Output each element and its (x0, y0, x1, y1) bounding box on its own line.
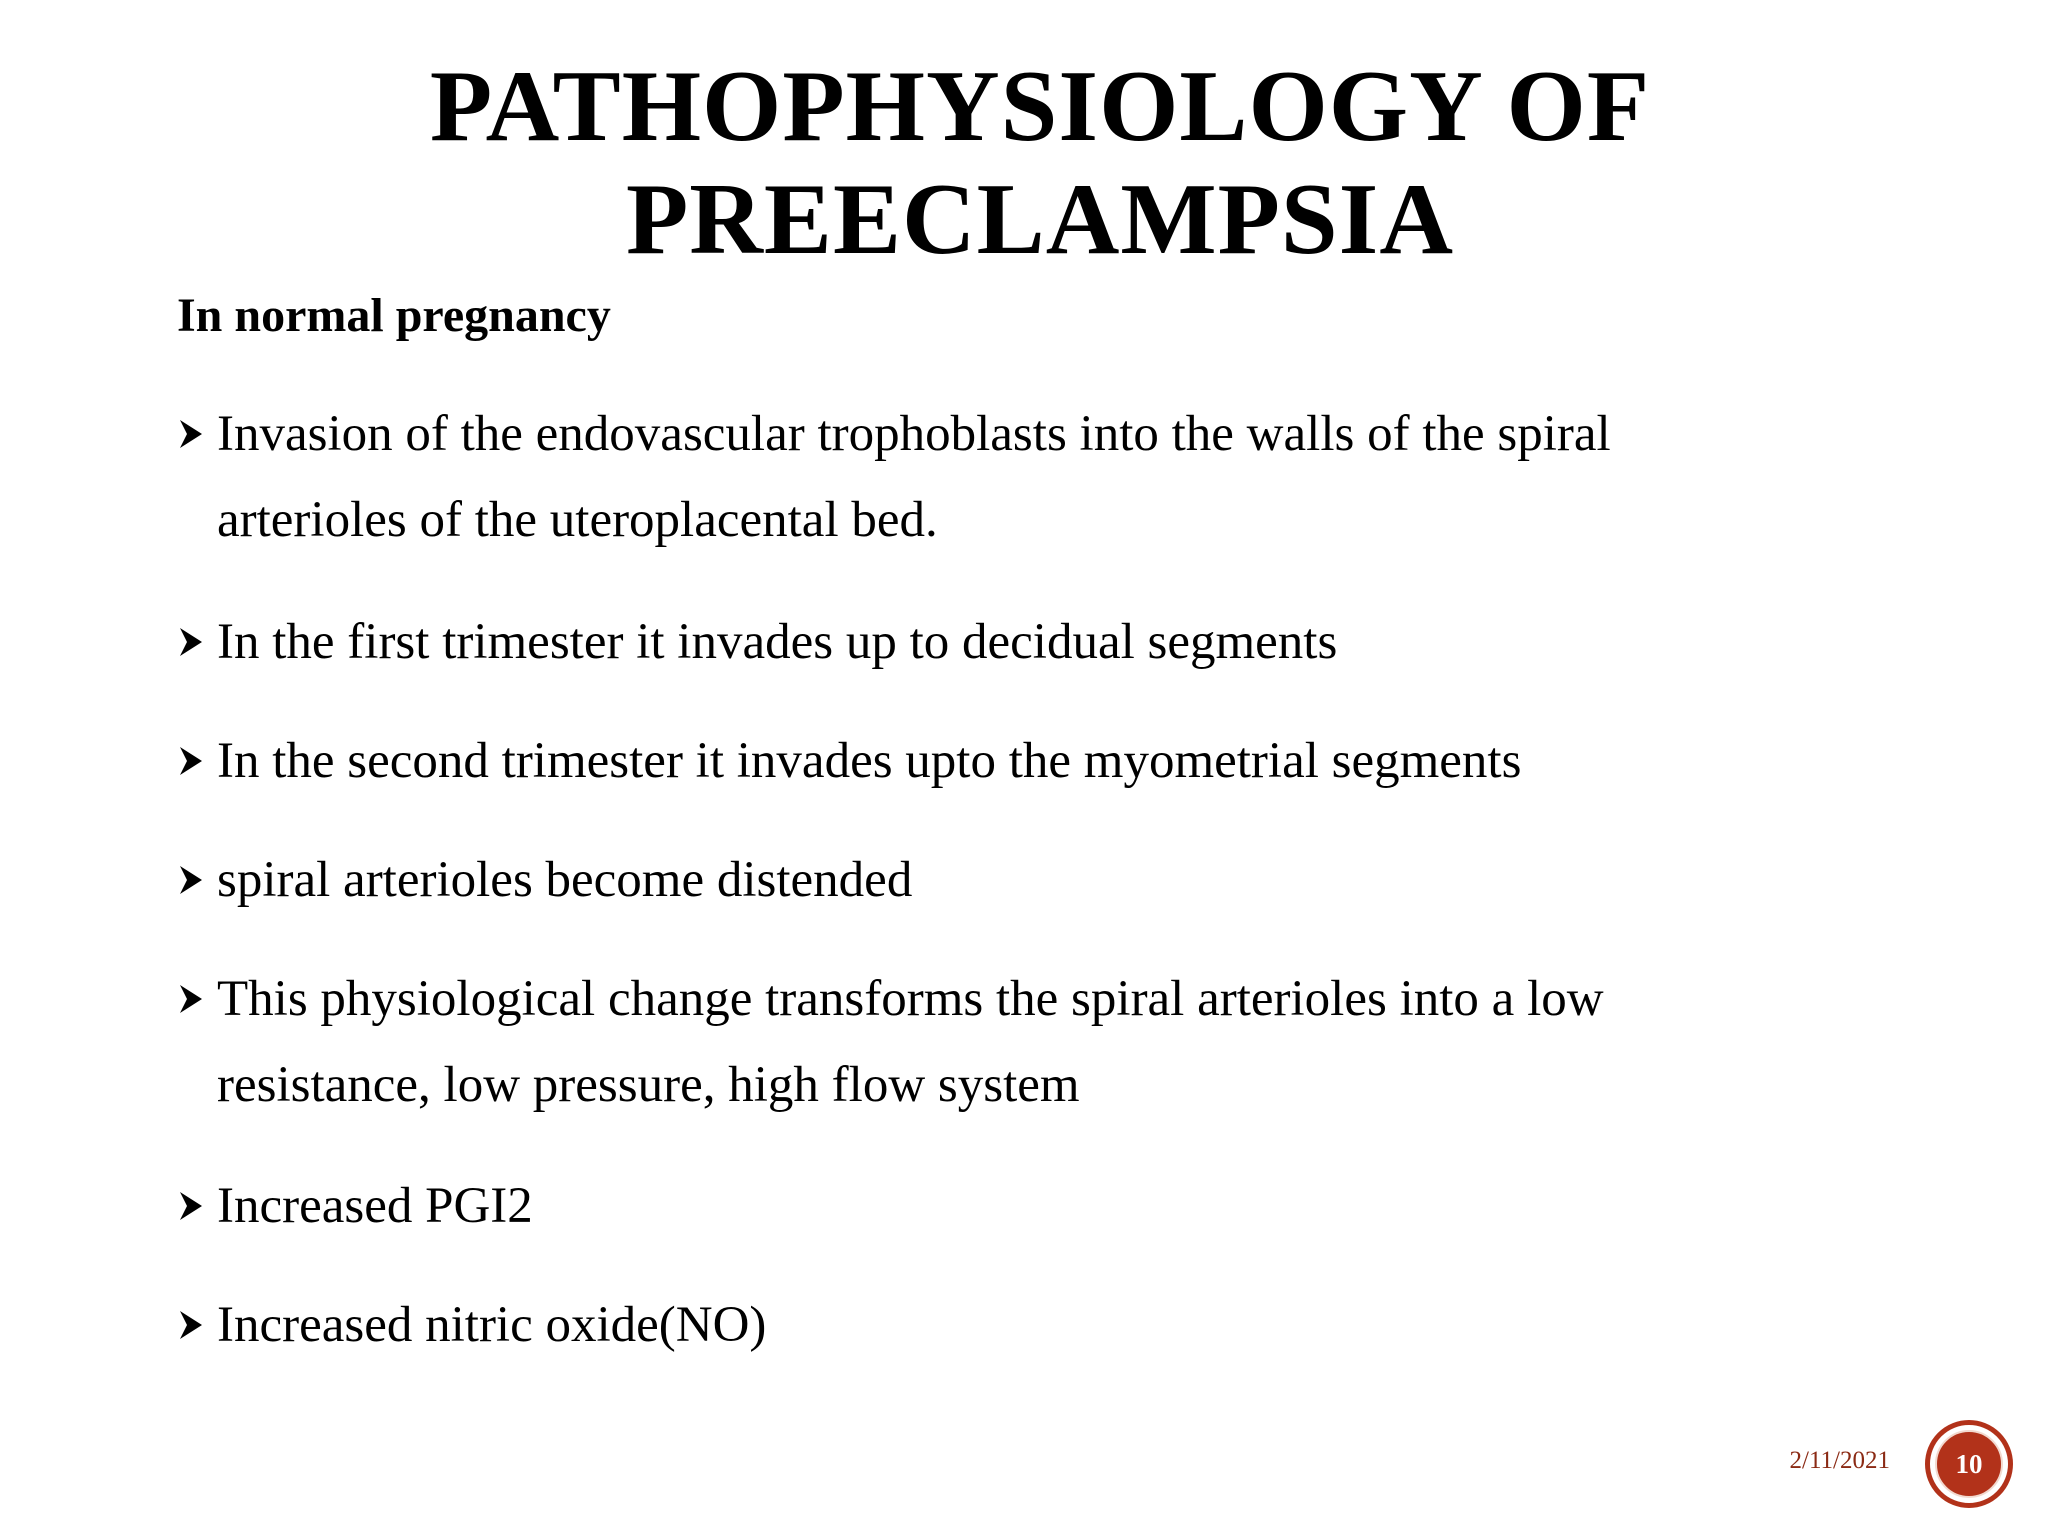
bullet-text: In the second trimester it invades upto the myometrial segments (217, 733, 1522, 789)
arrowhead-bullet-icon (177, 417, 205, 451)
arrowhead-bullet-icon (177, 982, 205, 1016)
slide-title-line-1: PATHOPHYSIOLOGY OF (429, 50, 1651, 163)
arrowhead-bullet-icon (177, 863, 205, 897)
bullet-text: Increased nitric oxide(NO) (217, 1297, 767, 1353)
bullet-item (177, 956, 1737, 1128)
subheading: In normal pregnancy (177, 289, 611, 342)
arrowhead-bullet-icon (177, 625, 205, 659)
arrowhead-bullet-icon (177, 744, 205, 778)
page-number-badge (1925, 1420, 2013, 1508)
bullet-item (177, 391, 1737, 563)
bullet-text: In the first trimester it invades up to decidual segments (217, 614, 1338, 670)
slide-title (0, 50, 2048, 276)
footer-date: 2/11/2021 (1789, 1447, 1890, 1474)
arrowhead-bullet-icon (177, 1308, 205, 1342)
bullet-item (177, 837, 1737, 923)
bullet-item (177, 1163, 1737, 1249)
bullet-text: Increased PGI2 (217, 1178, 533, 1234)
bullet-item (177, 1282, 1737, 1368)
bullet-item (177, 718, 1737, 804)
slide-title-line-2: PREECLAMPSIA (625, 163, 1455, 276)
bullet-text: spiral arterioles become distended (217, 852, 913, 908)
bullet-text: Invasion of the endovascular trophoblasts into the walls of the spiral arterioles of the uteroplacental bed. (217, 406, 1611, 548)
page-number: 10 (1935, 1430, 2003, 1498)
bullet-text: This physiological change transforms the spiral arterioles into a low resistance, low pressure, high flow system (217, 971, 1604, 1113)
arrowhead-bullet-icon (177, 1189, 205, 1223)
bullet-item (177, 599, 1737, 685)
